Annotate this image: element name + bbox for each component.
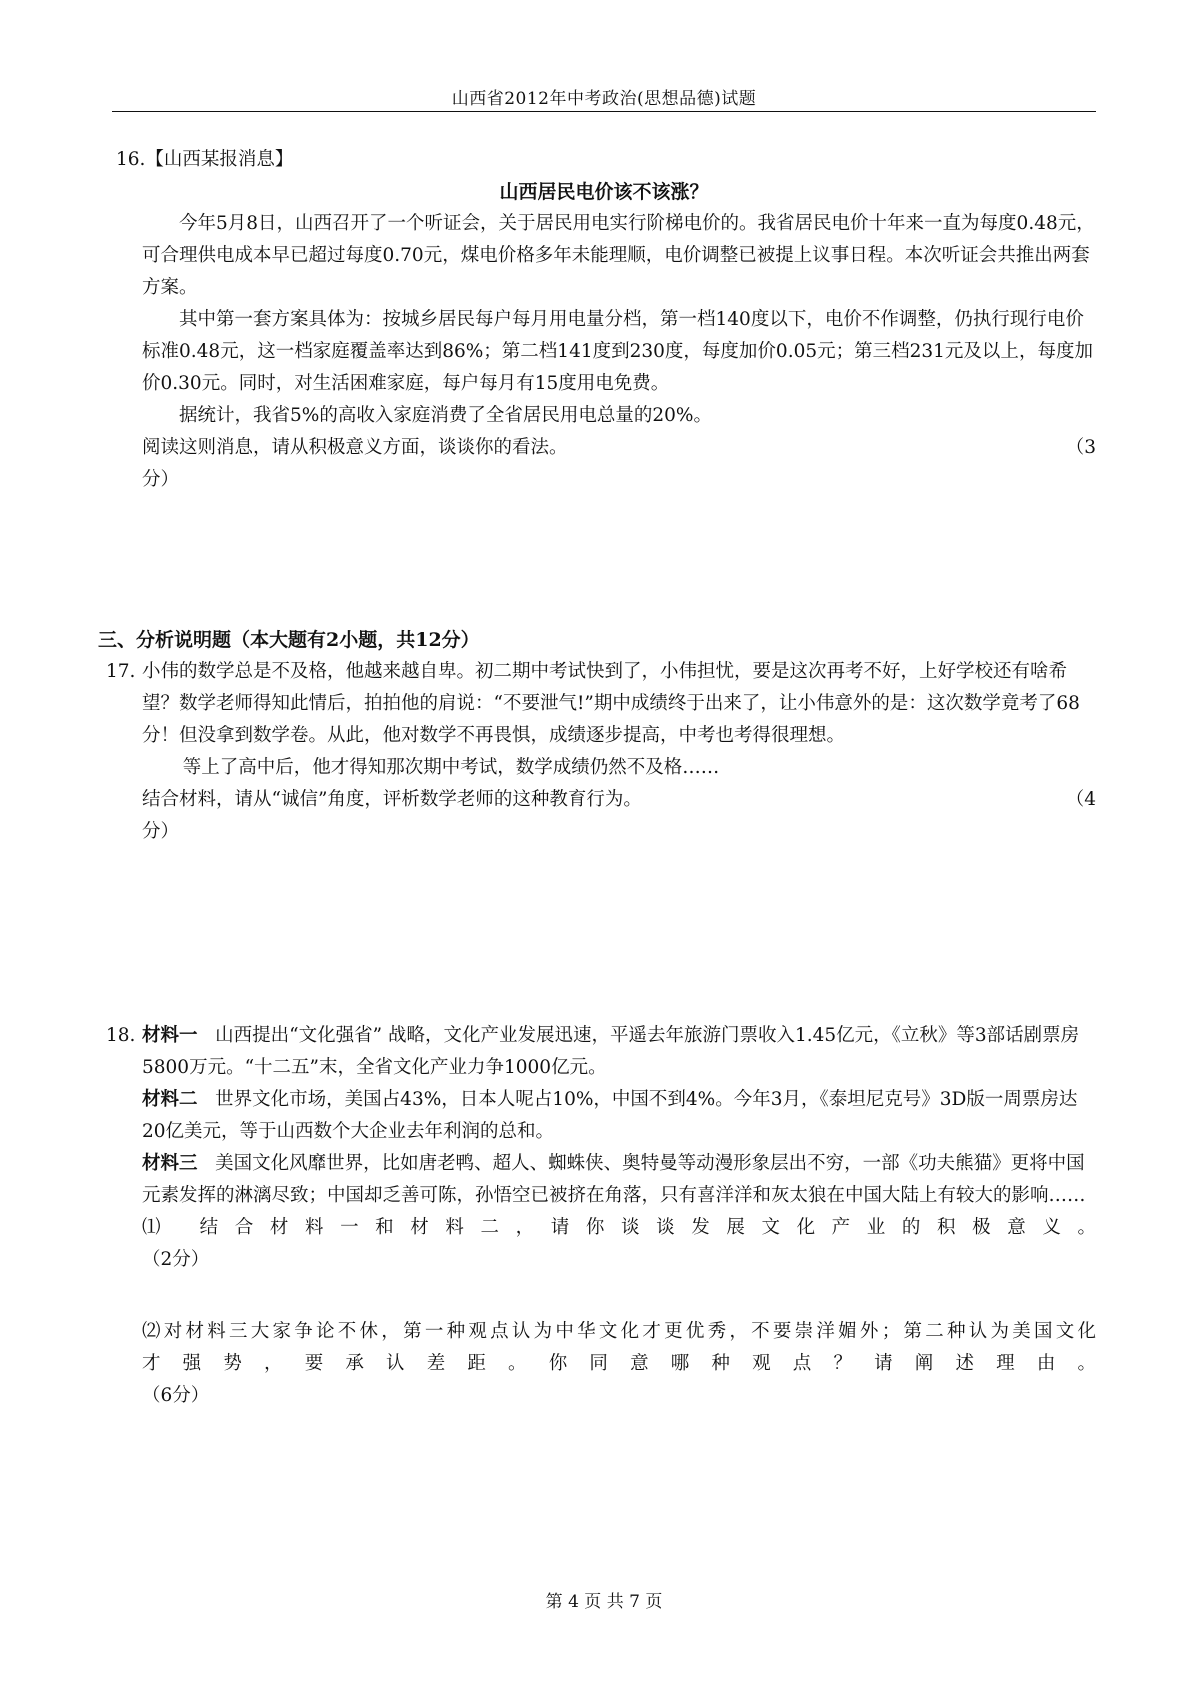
q17-paragraph-1: 小伟的数学总是不及格，他越来越自卑。初二期中考试快到了，小伟担忧，要是这次再考不好，上好学校还有啥希望？数学老师得知此情后，拍拍他的肩说：“不要泄气!”期中成绩终于出来了，让小伟意外的是：这次数学竟考了68分！但没拿到数学卷。从此，他对数学不再畏惧，成绩逐步提高，中考也考得很理想。 (142, 661, 1080, 746)
q18-material-1-label: 材料一 (142, 1025, 198, 1046)
q17-question: 结合材料，请从“诚信”角度，评析数学老师的这种教育行为。 (142, 789, 642, 810)
q16-question: 阅读这则消息，请从积极意义方面，谈谈你的看法。 (142, 437, 568, 458)
q16-news-title: 山西居民电价该不该涨？ (499, 181, 709, 203)
q16-paragraph-3: 据统计，我省5%的高收入家庭消费了全省居民用电总量的20%。 (179, 405, 712, 426)
q16-label: 16.【山西某报消息】 (116, 149, 294, 170)
q18-sub-question-1-score: （2分） (142, 1249, 210, 1270)
q17-score-open: （4 (1065, 789, 1096, 810)
q17-number: 17. (106, 661, 136, 682)
q18-material-3 (112, 1148, 1096, 1212)
q18-sub-question-1: ⑴ 结合材料一和材料二，请你谈谈发展文化产业的积极意义。 (142, 1217, 1096, 1238)
q16-score-close: 分） (142, 469, 180, 490)
q17-score-close: 分） (142, 821, 180, 842)
page-footer-number: 第 4 页 共 7 页 (545, 1592, 663, 1612)
answer-space-18-1 (112, 1276, 1096, 1316)
header-divider (112, 111, 1096, 112)
q18-sub-question-2-score: （6分） (142, 1385, 210, 1406)
question-16 (112, 144, 1096, 496)
q18-sub-question-2-line-2: 才强势，要承认差距。你同意哪种观点？请阐述理由。 (142, 1353, 1096, 1374)
q17-question-line (112, 784, 1096, 816)
q18-material-2-text: 世界文化市场，美国占43%，日本人呢占10%，中国不到4%。今年3月，《泰坦尼克号》3D版一周票房达20亿美元，等于山西数个大企业去年利润的总和。 (142, 1089, 1078, 1142)
q18-material-2 (112, 1084, 1096, 1148)
question-18 (106, 1020, 1096, 1412)
q16-paragraph-1: 今年5月8日，山西召开了一个听证会，关于居民用电实行阶梯电价的。我省居民电价十年来一直为每度0.48元，可合理供电成本早已超过每度0.70元，煤电价格多年未能理顺，电价调整已被提上议事日程。本次听证会共推出两套方案。 (142, 213, 1095, 298)
q18-number: 18. (106, 1025, 136, 1046)
q18-material-1 (112, 1020, 1096, 1084)
question-17 (106, 656, 1096, 848)
q18-material-3-label: 材料三 (142, 1153, 198, 1174)
section-3-title: 三、分析说明题（本大题有2小题，共12分） (98, 629, 480, 651)
q16-question-line (112, 432, 1096, 464)
q16-paragraph-2: 其中第一套方案具体为：按城乡居民每户每月用电量分档，第一档140度以下，电价不作调整，仍执行现行电价标准0.48元，这一档家庭覆盖率达到86%；第二档141度到230度，每度加价0.05元；第三档231元及以上，每度加价0.30元。同时，对生活困难家庭，每户每月有15度用电免费。 (142, 309, 1093, 394)
exam-page-body (98, 130, 1096, 1412)
q16-score-open: （3 (1065, 437, 1096, 458)
answer-space-17 (112, 848, 1096, 1020)
q18-material-1-text: 山西提出“文化强省” 战略，文化产业发展迅速，平遥去年旅游门票收入1.45亿元，《立秋》等3部话剧票房5800万元。“十二五”末，全省文化产业力争1000亿元。 (142, 1025, 1080, 1078)
q17-paragraph-2: 等上了高中后，他才得知那次期中考试，数学成绩仍然不及格…… (182, 757, 720, 778)
page-header-title: 山西省2012年中考政治(思想品德)试题 (451, 89, 757, 109)
q18-material-2-label: 材料二 (142, 1089, 198, 1110)
q18-material-3-text: 美国文化风靡世界，比如唐老鸭、超人、蜘蛛侠、奥特曼等动漫形象层出不穷，一部《功夫熊猫》更将中国元素发挥的淋漓尽致；中国却乏善可陈，孙悟空已被挤在角落，只有喜洋洋和灰太狼在中国大陆上有较大的影响…… (142, 1153, 1086, 1206)
answer-space-16 (112, 496, 1096, 624)
q18-sub-question-2-line-1: ⑵对材料三大家争论不休，第一种观点认为中华文化才更优秀，不要崇洋媚外；第二种认为美国文化 (142, 1321, 1096, 1342)
